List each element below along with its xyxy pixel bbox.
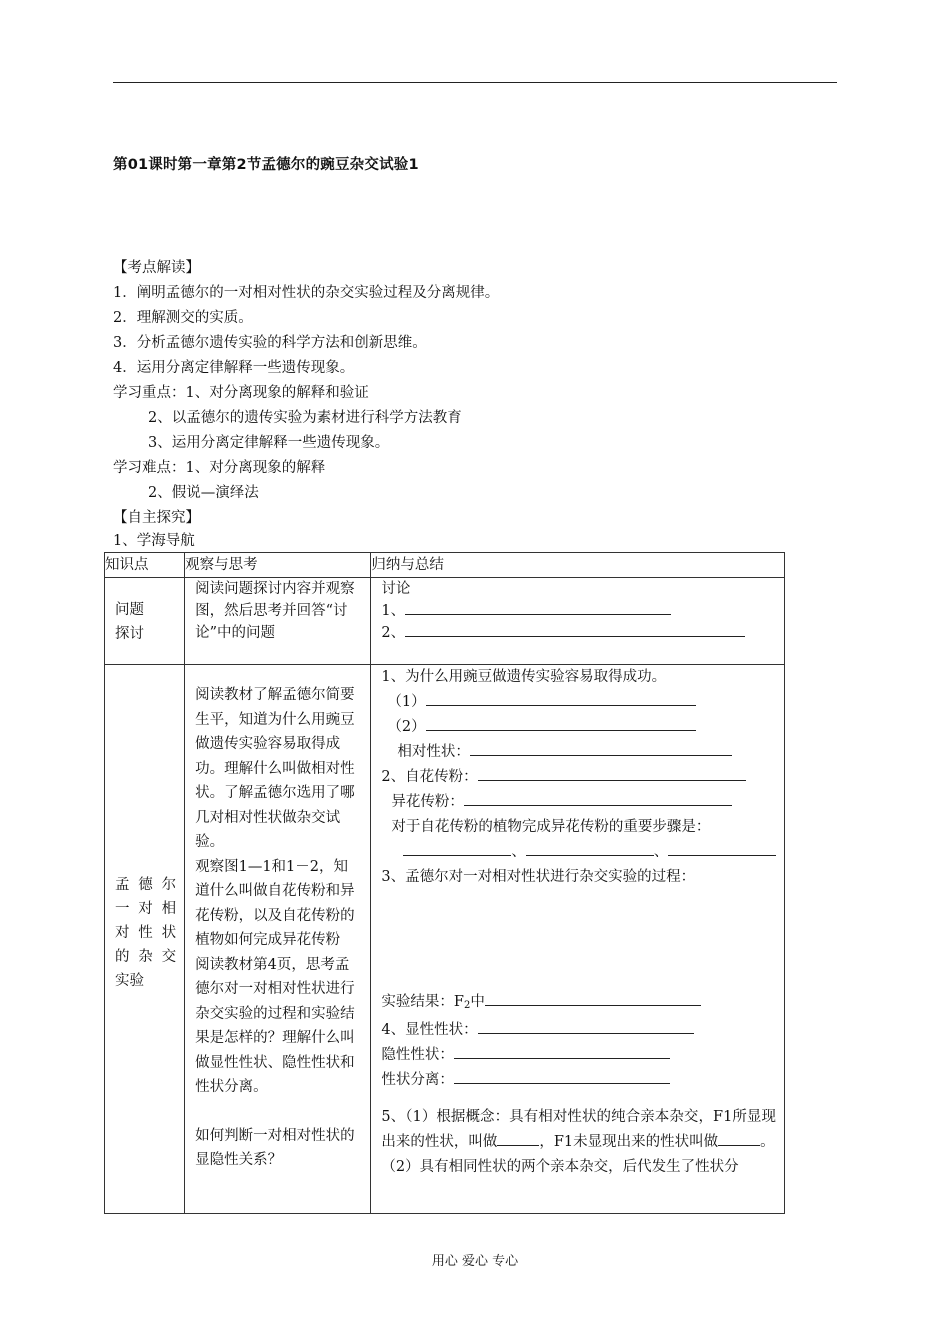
subheading-xuehai: 1、学海导航 (113, 533, 195, 549)
step-blank-3[interactable] (668, 841, 776, 856)
result-label: 实验结果：F (381, 994, 464, 1010)
header-summary: 归纳与总结 (371, 553, 785, 578)
self-pollination-blank[interactable] (478, 766, 746, 781)
key-point-1: 学习重点：1、对分离现象的解释和验证 (113, 385, 369, 401)
difficulty-2: 2、假说—演绎法 (148, 485, 259, 501)
result-label-suffix: 中 (470, 994, 485, 1010)
row2-summary-cell (371, 665, 785, 1214)
step-sep-2: 、 (653, 844, 669, 860)
objective-2: 2．理解测交的实质。 (113, 310, 253, 326)
discussion-blank-1[interactable] (405, 600, 671, 615)
summary-1b-label: （2） (387, 719, 426, 735)
objective-1: 1．阐明孟德尔的一对相对性状的杂交实验过程及分离规律。 (113, 285, 500, 301)
summary-1: 1、为什么用豌豆做遗传实验容易取得成功。 (381, 669, 667, 685)
row2-topic-cell (105, 665, 185, 1214)
cross-pollination-label: 异花传粉： (391, 794, 464, 810)
summary-5-text-mid: ，F1未显现出来的性状叫做 (539, 1134, 719, 1150)
dominant-label: 4、显性性状： (381, 1022, 478, 1038)
table-row (105, 578, 785, 665)
summary-5b-text: （2）具有相同性状的两个亲本杂交，后代发生了性状分 (381, 1159, 739, 1175)
summary-3: 3、孟德尔对一对相对性状进行杂交实验的过程： (381, 869, 696, 885)
recessive-label: 隐性性状： (381, 1047, 454, 1063)
header-rule (113, 82, 837, 83)
discussion-label: 讨论 (381, 581, 411, 597)
summary-5-text-end: 。 (760, 1134, 775, 1150)
row2-observe-p3: 阅读教材第4页，思考孟德尔对一对相对性状进行杂交实验的过程和实验结果是怎样的？理解什么叫做显性性状、隐性性状和性状分离。 (195, 956, 355, 1095)
discussion-item-2-label: 2、 (381, 625, 406, 641)
dominant-blank[interactable] (478, 1019, 694, 1034)
segregation-label: 性状分离： (381, 1072, 454, 1088)
objective-4: 4．运用分离定律解释一些遗传现象。 (113, 360, 355, 376)
page-footer: 用心 爱心 专心 (431, 1254, 519, 1269)
row1-observe: 阅读问题探讨内容并观察图，然后思考并回答“讨论”中的问题 (195, 581, 355, 641)
relative-trait-label: 相对性状： (397, 744, 470, 760)
row2-topic: 孟 德 尔 一 对 相 对 性 状 的 杂 交 实验 (115, 877, 177, 989)
step-sep-1: 、 (511, 844, 526, 860)
self-pollination-label: 2、自花传粉： (381, 769, 478, 785)
table-row (105, 665, 785, 1214)
discussion-blank-2[interactable] (405, 622, 745, 637)
header-observe: 观察与思考 (185, 553, 371, 578)
discussion-item-1-label: 1、 (381, 603, 406, 619)
table-header-row (105, 553, 785, 578)
key-point-2: 2、以孟德尔的遗传实验为素材进行科学方法教育 (148, 410, 462, 426)
cross-pollination-blank[interactable] (464, 791, 732, 806)
row2-observe-p2: 观察图1—1和1－2，知道什么叫做自花传粉和异花传粉，以及自花传粉的植物如何完成异花传粉 (195, 858, 355, 948)
section-heading-kaodian: 【考点解读】 (113, 260, 200, 276)
row2-observe-p1: 阅读教材了解孟德尔简要生平，知道为什么用豌豆做遗传实验容易取得成功。理解什么叫做相对性状。了解孟德尔选用了哪几对相对性状做杂交试验。 (195, 687, 355, 850)
result-blank[interactable] (485, 991, 701, 1006)
step-blank-1[interactable] (403, 841, 511, 856)
row2-observe-cell (185, 665, 371, 1214)
page-title: 第01课时第一章第2节孟德尔的豌豆杂交试验1 (113, 157, 419, 173)
row1-topic-cell (105, 578, 185, 665)
summary-1a-label: （1） (387, 694, 426, 710)
header-topic: 知识点 (105, 553, 185, 578)
step-blank-2[interactable] (526, 841, 654, 856)
segregation-blank[interactable] (454, 1069, 670, 1084)
section-heading-zizhu: 【自主探究】 (113, 510, 200, 526)
summary-1b-blank[interactable] (426, 716, 696, 731)
difficulty-1: 学习难点：1、对分离现象的解释 (113, 460, 326, 476)
relative-trait-blank[interactable] (470, 741, 732, 756)
result-subscript: 2 (463, 1000, 471, 1011)
recessive-blank[interactable] (454, 1044, 670, 1059)
summary-1a-blank[interactable] (426, 691, 696, 706)
row1-observe-cell (185, 578, 371, 665)
objective-3: 3．分析孟德尔遗传实验的科学方法和创新思维。 (113, 335, 427, 351)
pollination-steps-text: 对于自花传粉的植物完成异花传粉的重要步骤是： (391, 819, 711, 835)
row2-observe-p4: 如何判断一对相对性状的显隐性关系？ (195, 1127, 355, 1168)
key-point-3: 3、运用分离定律解释一些遗传现象。 (148, 435, 390, 451)
study-table (104, 552, 785, 1214)
row1-summary-cell (371, 578, 785, 665)
summary-5-text: 5、（1）根据概念：具有相对性状的纯合亲本杂交，F1所显现出来的性状，叫做 (381, 1109, 776, 1150)
summary-5-blank-2[interactable] (718, 1131, 760, 1146)
row1-topic: 问题 探讨 (115, 602, 144, 642)
summary-5-blank-1[interactable] (497, 1131, 539, 1146)
